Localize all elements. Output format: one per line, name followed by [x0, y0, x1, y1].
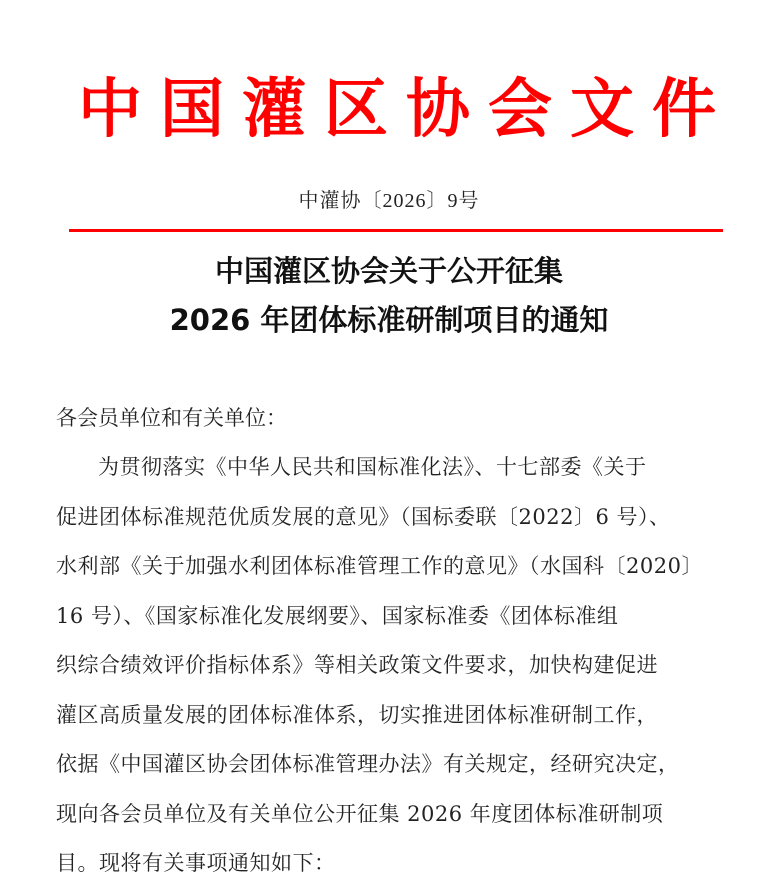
paragraph-line: 现向各会员单位及有关单位公开征集 2026 年度团体标准研制项 — [56, 801, 664, 826]
salutation: 各会员单位和有关单位： — [56, 406, 287, 430]
paragraph-line: 灌区高质量发展的团体标准体系，切实推进团体标准研制工作， — [56, 702, 658, 727]
paragraph-line: 水利部《关于加强水利团体标准管理工作的意见》（水国科〔2020〕 — [56, 554, 703, 578]
paragraph-line: 依据《中国灌区协会团体标准管理办法》有关规定，经研究决定， — [56, 752, 680, 776]
body-paragraph — [56, 443, 736, 889]
red-divider-rule — [69, 229, 723, 232]
paragraph-line: 16 号）、《国家标准化发展纲要》、国家标准委《团体标准组 — [56, 603, 619, 628]
paragraph-line: 促进团体标准规范优质发展的意见》（国标委联〔2022〕6 号）、 — [56, 504, 671, 529]
document-number: 中灌协〔2026〕9号 — [298, 190, 480, 212]
notice-title-line-2: 2026 年团体标准研制项目的通知 — [169, 303, 609, 337]
notice-title-line-1: 中国灌区协会关于公开征集 — [214, 254, 563, 288]
paragraph-line: 织综合绩效评价指标体系》等相关政策文件要求，加快构建促进 — [56, 653, 658, 677]
document-masthead: 中国灌区协会文件 — [78, 72, 734, 147]
paragraph-line: 为贯彻落实《中华人民共和国标准化法》、十七部委《关于 — [98, 455, 647, 479]
paragraph-line: 目。现将有关事项通知如下： — [56, 851, 336, 875]
